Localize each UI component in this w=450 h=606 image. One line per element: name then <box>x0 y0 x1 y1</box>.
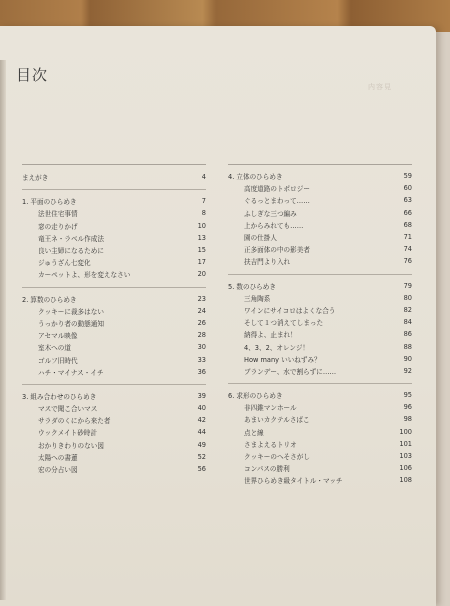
toc-item <box>228 474 412 486</box>
toc-item <box>228 255 412 267</box>
item-page: 24 <box>197 306 206 315</box>
item-page: 88 <box>403 342 412 351</box>
toc-item <box>228 243 412 255</box>
toc-item <box>228 304 412 316</box>
toc-item <box>22 451 206 463</box>
item-page: 8 <box>201 209 206 218</box>
item-label: 太陽への書蓮 <box>38 453 78 462</box>
item-page: 68 <box>403 220 412 229</box>
section-page: 7 <box>201 197 206 206</box>
toc-right-column <box>228 160 412 487</box>
item-label: 室木への道 <box>38 344 71 353</box>
item-label: 正多面体の中の影美者 <box>244 246 310 255</box>
section-heading <box>22 390 206 402</box>
faint-show-through-text: 内容見 <box>368 83 392 91</box>
item-page: 63 <box>403 196 412 205</box>
item-page: 108 <box>399 476 412 485</box>
item-page: 30 <box>197 343 206 352</box>
toc-item <box>228 426 412 438</box>
item-page: 42 <box>197 416 206 425</box>
section-label: 3. 組み合わせのひらめき <box>22 392 97 401</box>
item-label: ふしぎな三つ編み <box>244 209 297 218</box>
toc-item <box>228 413 412 425</box>
item-label: ウックメイト砂時計 <box>38 429 98 438</box>
item-page: 101 <box>399 439 412 448</box>
item-label: 納得よ、止まれ！ <box>244 331 297 340</box>
toc-section-2 <box>22 287 206 378</box>
toc-item <box>228 219 412 231</box>
toc-item <box>22 439 206 451</box>
toc-item <box>228 401 412 413</box>
item-label: ブランデー、水で割らずに…… <box>244 367 337 376</box>
toc-item <box>22 207 206 219</box>
item-label: あまいカクテルさばこ <box>244 416 310 425</box>
top-rule <box>22 164 206 165</box>
item-label: アセマル映像 <box>38 332 78 341</box>
item-label: ジゅうざん七変化 <box>38 259 91 268</box>
item-page: 106 <box>399 464 412 473</box>
item-label: 良い主婦になるために <box>38 247 104 256</box>
item-label: クッキーのへそさがし <box>244 453 310 462</box>
top-rule <box>228 164 412 165</box>
toc-item <box>22 463 206 475</box>
toc-section-6 <box>228 383 412 487</box>
item-label: 扶吉門より入れ <box>244 258 291 267</box>
toc-item <box>228 328 412 340</box>
toc-item <box>228 462 412 474</box>
toc-item <box>22 220 206 232</box>
toc-item <box>22 341 206 353</box>
item-page: 90 <box>403 354 412 363</box>
toc-item <box>22 414 206 426</box>
toc-item <box>22 402 206 414</box>
item-page: 13 <box>197 233 206 242</box>
toc-entry-preface <box>22 171 206 183</box>
section-heading <box>22 195 206 207</box>
item-label: 宏の分占い図 <box>38 466 78 475</box>
section-heading <box>228 170 412 182</box>
item-label: ワインにサイコロはよくな合う <box>244 306 336 315</box>
item-page: 49 <box>197 440 206 449</box>
item-label: マスで聞こ合いマス <box>38 405 98 414</box>
item-page: 40 <box>197 404 206 413</box>
item-page: 15 <box>197 246 206 255</box>
item-page: 36 <box>197 367 206 376</box>
item-label: 法世住宅事情 <box>38 210 78 219</box>
toc-item <box>228 292 412 304</box>
item-page: 33 <box>197 355 206 364</box>
item-page: 52 <box>197 452 206 461</box>
toc-left-column <box>22 160 206 475</box>
item-page: 71 <box>403 233 412 242</box>
toc-item <box>22 305 206 317</box>
item-page: 10 <box>197 221 206 230</box>
item-label: さまよえるトリオ <box>244 440 297 449</box>
section-label: 6. 求形のひらめき <box>228 392 283 401</box>
toc-item <box>228 340 412 352</box>
item-label: クッキーに裁多はない <box>38 307 104 316</box>
item-page: 84 <box>403 318 412 327</box>
item-label: 園の仕掛人 <box>244 234 277 243</box>
page-title: 目次 <box>16 66 49 84</box>
toc-section-5 <box>228 274 412 378</box>
toc-item <box>228 438 412 450</box>
section-label: 2. 算数のひらめき <box>22 295 77 304</box>
toc-item <box>22 268 206 280</box>
item-page: 20 <box>197 270 206 279</box>
item-page: 103 <box>399 452 412 461</box>
item-page: 28 <box>197 331 206 340</box>
item-page: 86 <box>403 330 412 339</box>
toc-item <box>228 365 412 377</box>
entry-page: 4 <box>201 173 206 182</box>
item-page: 80 <box>403 293 412 302</box>
item-label: カーペットよ、形を変えなさい <box>38 271 131 280</box>
toc-section-1 <box>22 189 206 280</box>
item-label: ゴルフ旧時代 <box>38 356 78 365</box>
section-page: 39 <box>197 391 206 400</box>
item-page: 96 <box>403 403 412 412</box>
toc-section-4 <box>228 170 412 268</box>
item-label: うっかり者の動態通知 <box>38 319 104 328</box>
section-page: 79 <box>403 281 412 290</box>
section-page: 95 <box>403 391 412 400</box>
item-label: 4、3、2、オレンジ！ <box>244 343 310 352</box>
toc-item <box>228 316 412 328</box>
item-page: 44 <box>197 428 206 437</box>
item-label: 点と線 <box>244 428 264 437</box>
entry-label: まえがき <box>22 174 49 183</box>
item-label: そして１つ消えてしまった <box>244 319 324 328</box>
section-label: 1. 平面のひらめき <box>22 198 77 207</box>
item-label: 上からみれても…… <box>244 221 304 230</box>
toc-item <box>228 231 412 243</box>
toc-item <box>22 317 206 329</box>
section-heading <box>228 389 412 401</box>
page-edge-shadow <box>0 60 6 600</box>
item-label: 窓の走りかげ <box>38 222 78 231</box>
item-page: 98 <box>403 415 412 424</box>
item-label: ハチ・マイナス・イチ <box>38 368 104 377</box>
item-label: 三角陶系 <box>244 294 271 303</box>
item-label: How many いいねずみ？ <box>244 355 321 364</box>
item-label: 非四錐マンホール <box>244 404 297 413</box>
toc-item <box>22 366 206 378</box>
section-page: 59 <box>403 172 412 181</box>
section-label: 4. 立体のひらめき <box>228 173 283 182</box>
item-page: 100 <box>399 427 412 436</box>
section-heading <box>22 293 206 305</box>
item-label: 竜王ネ・ラベル作成法 <box>38 234 104 243</box>
item-page: 60 <box>403 184 412 193</box>
section-label: 5. 数のひらめき <box>228 282 276 291</box>
section-page: 23 <box>197 294 206 303</box>
toc-item <box>22 256 206 268</box>
item-page: 82 <box>403 305 412 314</box>
item-label: 高度道路のトポロジー <box>244 185 310 194</box>
section-heading <box>228 280 412 292</box>
item-label: コンパスの勝利 <box>244 465 290 474</box>
section-divider <box>22 287 206 288</box>
toc-item <box>228 450 412 462</box>
toc-section-3 <box>22 384 206 475</box>
toc-item <box>228 194 412 206</box>
toc-item <box>22 426 206 438</box>
item-page: 56 <box>197 465 206 474</box>
section-divider <box>228 274 412 275</box>
toc-item <box>22 329 206 341</box>
section-divider <box>22 189 206 190</box>
toc-item <box>22 232 206 244</box>
toc-item <box>228 353 412 365</box>
item-label: おかりきわりのない図 <box>38 441 104 450</box>
toc-item <box>22 244 206 256</box>
section-divider <box>228 383 412 384</box>
item-label: 世界ひらめき級タイトル・マッチ <box>244 477 343 486</box>
item-page: 17 <box>197 258 206 267</box>
item-label: ぐるっとまわって…… <box>244 197 310 206</box>
item-page: 66 <box>403 208 412 217</box>
toc-item <box>228 207 412 219</box>
toc-item <box>228 182 412 194</box>
item-page: 76 <box>403 257 412 266</box>
toc-item <box>22 353 206 365</box>
section-divider <box>22 384 206 385</box>
item-page: 74 <box>403 245 412 254</box>
item-page: 92 <box>403 366 412 375</box>
item-page: 26 <box>197 318 206 327</box>
item-label: サラダのくにから来た者 <box>38 417 111 426</box>
